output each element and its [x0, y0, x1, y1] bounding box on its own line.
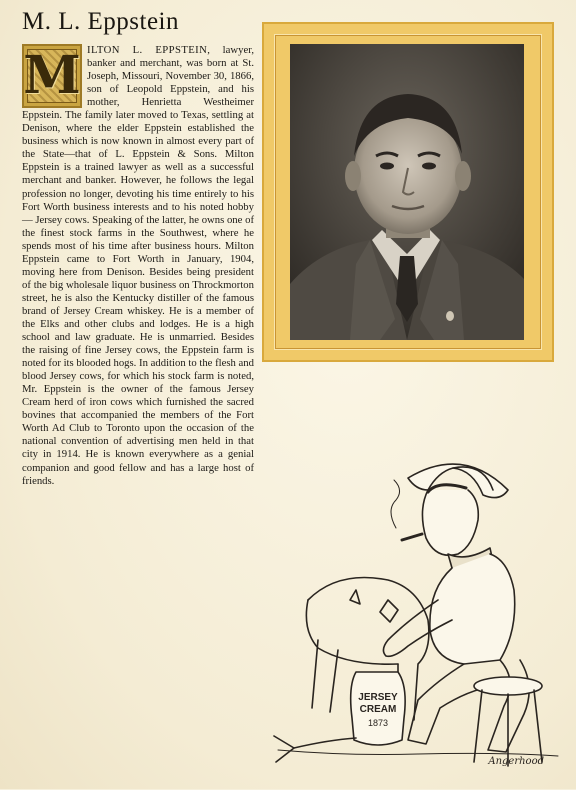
lead-in-caps: ILTON L. EPPSTEIN, [87, 44, 211, 56]
caricature-illustration [268, 450, 568, 785]
drop-cap-ornament [22, 44, 82, 108]
artist-signature: Angerhood [488, 756, 544, 767]
biography-text [22, 44, 254, 488]
portrait-illustration [290, 44, 524, 340]
jug-label-line2: CREAM [359, 704, 397, 715]
biography-paragraph [22, 44, 254, 488]
biography-body: lawyer, banker and merchant, was born at St. Joseph, Missouri, November 30, 1866, son of Leopold Eppstein, and his mother, Henrietta Westheimer Eppstein. The family later moved to Texas, settling at Denison, where the elder Eppstein established the business which is now known in almost every part of the State—that of L. Eppstein & Sons. Milton Eppstein is a trained lawyer as well as a successful merchant and banker. However, he follows the legal profession no longer, devoting his time entirely to his Fort Worth business interests and to his noted hobby — Jersey cows. Speaking of the latter, he owns one of the finest stock farms in the Southwest, where he spends most of his time after business hours. Milton Eppstein came to Fort Worth in January, 1904, moving here from Denison. Besides being president of the big wholesale liquor business on Throckmorton street, he is also the Kentucky distiller of the famous brand of Jersey Cream whiskey. He is a member of the Elks and other clubs and lodges. He is a high school and law graduate. He is unmarried. Besides the raising of fine Jersey cows, the Eppstein farm is noted for its blooded hogs. In addition to the flesh and blood Jersey cows, for which his stock farm is noted, Mr. Eppstein is the owner of the famous Jersey Cream herd of iron cows which furnished the sacred bovines that accompanied the members of the Fort Worth Ad Club to Toronto upon the occasion of the national convention of advertising men held in that city in 1914. He is known everywhere as a genial companion and good fellow and has a large host of friends. [22, 44, 254, 487]
jug-label-line1: JERSEY [358, 692, 398, 703]
drop-cap-letter: M [23, 45, 81, 107]
portrait-photo [290, 44, 524, 340]
page-title: M. L. Eppstein [22, 8, 179, 35]
jug-label-line3: 1873 [367, 718, 389, 728]
caricature-drawing [268, 450, 568, 785]
